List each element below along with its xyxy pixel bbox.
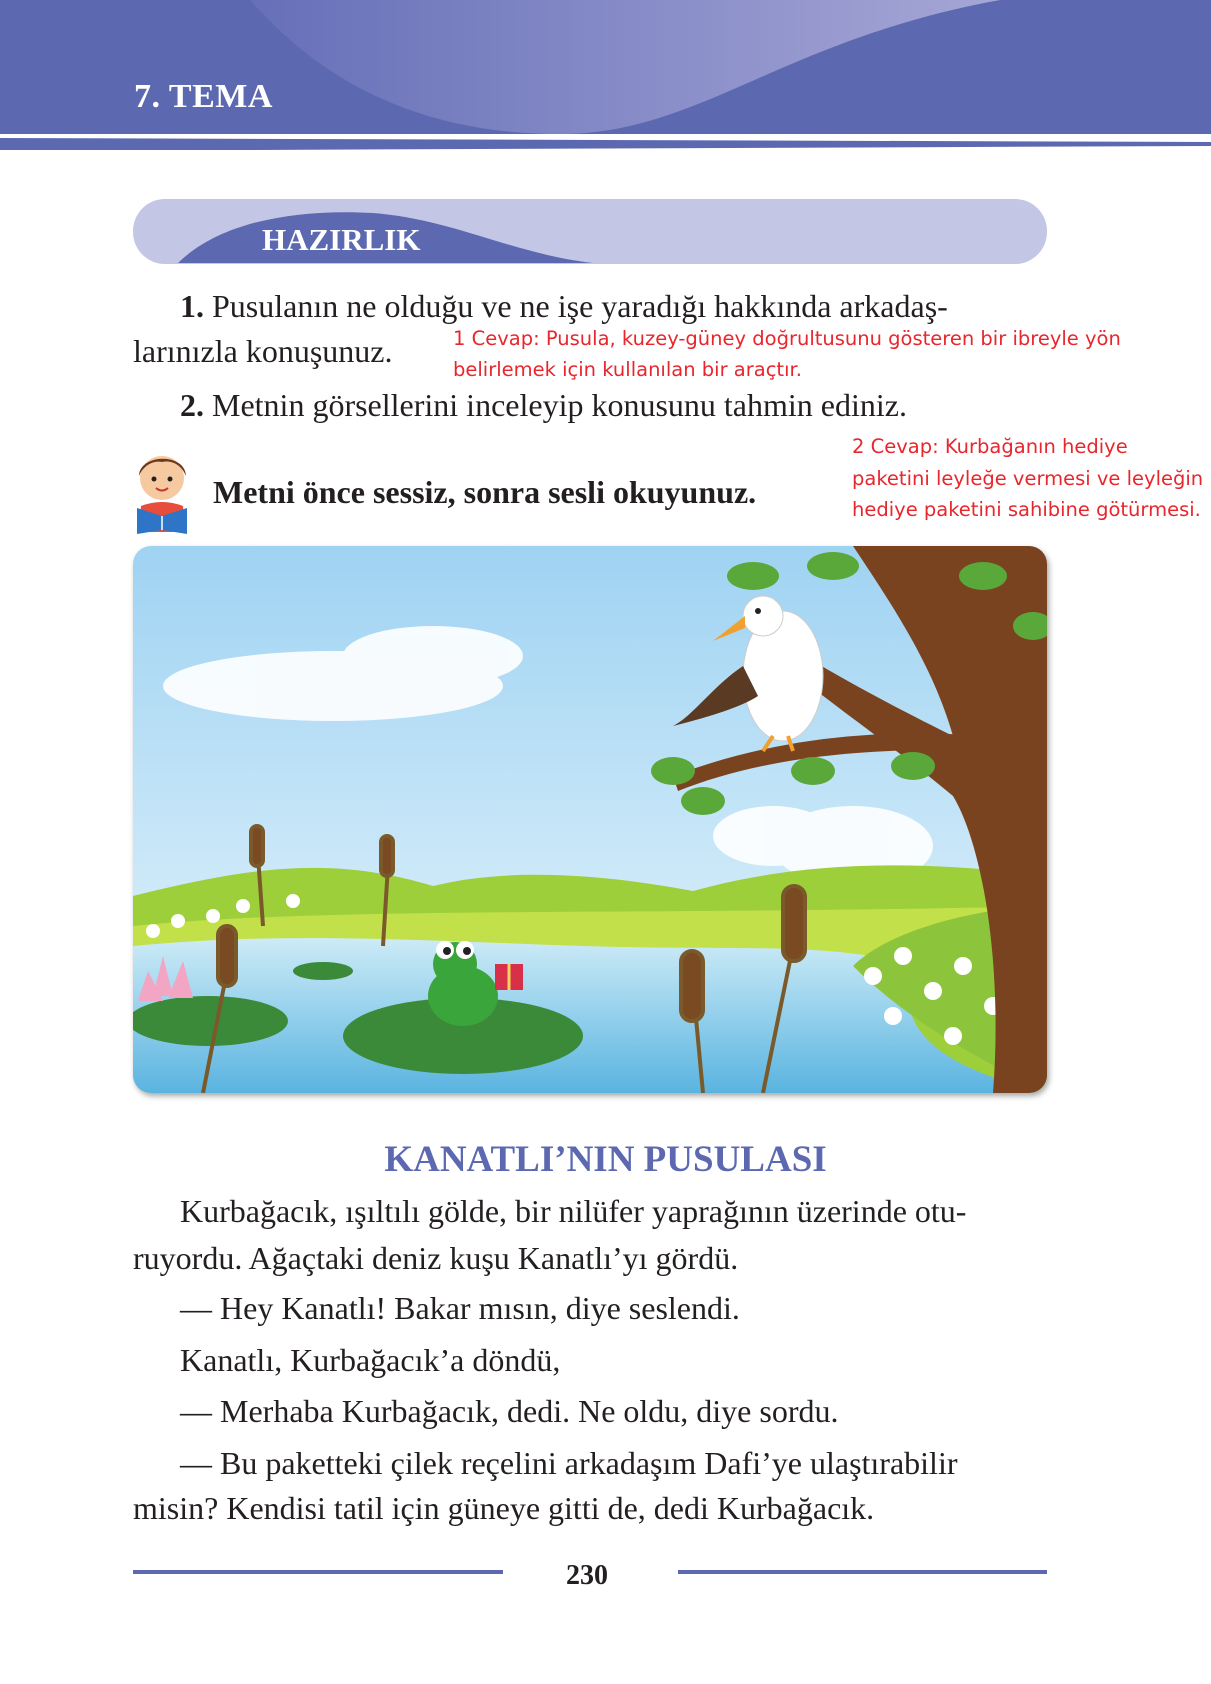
question-1-cont: larınızla konuşunuz.: [133, 333, 393, 369]
theme-title: 7. TEMA: [134, 78, 273, 115]
answer-note-1: [453, 328, 1121, 381]
story-title: KANATLI’NIN PUSULASI: [384, 1139, 827, 1180]
note-line: 1 Cevap: Pusula, kuzey-güney doğrultusunu gösteren bir ibreyle yön: [453, 327, 1121, 350]
question-2: [180, 389, 907, 421]
reading-instruction: Metni önce sessiz, sonra sesli okuyunuz.: [213, 474, 757, 510]
footer-rule-left: [133, 1570, 503, 1574]
footer-rule-right: [678, 1570, 1047, 1574]
note-line: paketini leyleğe vermesi ve leyleğin: [852, 466, 1204, 490]
story-line: misin? Kendisi tatil için güneye gitti de, dedi Kurbağacık.: [133, 1490, 875, 1526]
header-banner: [0, 0, 1211, 150]
reading-child-icon: [131, 446, 193, 536]
note-line: hediye paketini sahibine götürmesi.: [852, 498, 1201, 521]
story-line: ruyordu. Ağaçtaki deniz kuşu Kanatlı’yı gördü.: [133, 1240, 739, 1276]
question-number: 1.: [180, 288, 204, 324]
page-number: 230: [566, 1560, 608, 1591]
question-number: 2.: [180, 387, 204, 423]
story-line: — Merhaba Kurbağacık, dedi. Ne oldu, diye sordu.: [180, 1393, 839, 1429]
story-illustration: [133, 546, 1047, 1093]
section-title: HAZIRLIK: [262, 222, 421, 257]
note-line: belirlemek için kullanılan bir araçtır.: [453, 358, 802, 381]
story-line: Kurbağacık, ışıltılı gölde, bir nilüfer yaprağının üzerinde otu-: [180, 1193, 967, 1229]
story-line: — Hey Kanatlı! Bakar mısın, diye seslendi.: [180, 1290, 740, 1326]
question-text: Pusulanın ne olduğu ve ne işe yaradığı hakkında arkadaş-: [204, 288, 948, 324]
question-text: Metnin görsellerini inceleyip konusunu tahmin ediniz.: [204, 387, 907, 423]
note-line: 2 Cevap: Kurbağanın hediye: [852, 435, 1128, 458]
question-1: [180, 290, 948, 322]
answer-note-2: [852, 431, 1203, 526]
story-line: — Bu paketteki çilek reçelini arkadaşım Dafi’ye ulaştırabilir: [180, 1445, 958, 1481]
story-line: Kanatlı, Kurbağacık’a döndü,: [180, 1342, 561, 1378]
